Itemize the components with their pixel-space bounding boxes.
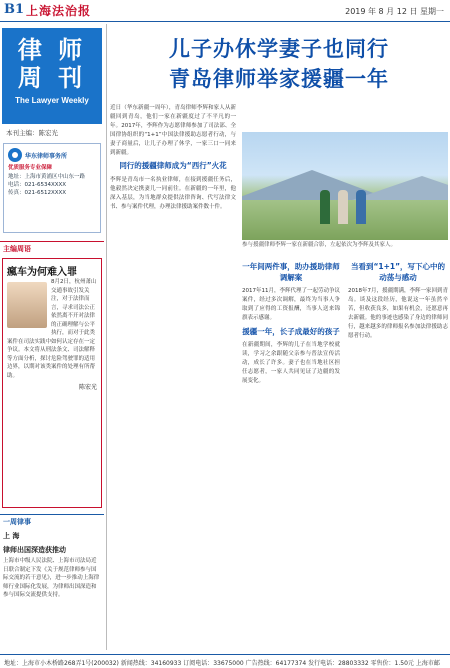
footer: 地址：上海市小木桥路268弄1号(200032) 新闻热线：34160933 订阅电话：33675000 广告热线：64177374 发行电话：28803332 零售价：1.50元 上海市邮 <box>0 654 450 668</box>
article-lead <box>110 104 236 212</box>
ad-fax: 传真：021-6512XXXX <box>8 189 67 196</box>
ad-firm-name: 华东律师事务所 <box>25 152 68 160</box>
photo-block <box>242 132 448 250</box>
body-text-2: 2017年11月，李辉代理了一起劳动争议案件，经过多次调解，最终为当事人争取到了应得的工资报酬，当事人送来锦旗表示感谢。 <box>242 288 340 321</box>
page-number: B1 <box>4 2 25 17</box>
weekly-news-head: 一周律事 <box>0 514 104 527</box>
body-text-1: 李辉是青岛市一名执业律师，在接到援疆任务后，他毅然决定携妻儿一同前往。在新疆的一年里，他深入基层，为当地群众提供法律咨询、代写法律文书、参与案件代理，办理法律援助案件数十件。 <box>110 176 236 210</box>
author-photo <box>7 282 47 328</box>
headline-line-2: 青岛律师举家援疆一年 <box>169 67 389 91</box>
article-middle <box>242 258 340 386</box>
column-title-2: 周 刊 <box>17 64 87 92</box>
headline <box>110 34 448 94</box>
column-divider <box>106 24 107 650</box>
host-tag: 主编周语 <box>0 241 104 254</box>
weekly-text: 上海市中级人民法院、上海市司法局近日联合制定下发《关于规范律师参与国际交流的若干意见》，进一步推动上海律师行业国际化发展，为律师出国深造和参与国际交流提供支持。 <box>3 558 100 599</box>
column-logo <box>2 28 102 124</box>
weekly-region: 上 海 <box>3 532 20 540</box>
subhead-2: 一年间两件事，助办援助律师调解案 <box>242 262 340 282</box>
article-right <box>348 258 448 340</box>
body-text-4: 2018年7月，援疆期满，李辉一家回到青岛。谈及这段经历，他说这一年虽然辛苦，但收获良多，如果有机会，还愿意再去新疆。他的事迹也感染了身边的律师同行，越来越多的律师报名参加法律援助志愿者行动。 <box>348 288 448 339</box>
column-editor: 本刊主编：陈宏光 <box>6 129 58 137</box>
advertisement <box>3 143 101 233</box>
ad-slogan: 优质服务专业保障 <box>8 165 53 171</box>
firm-logo-icon <box>8 148 22 162</box>
lead-text: 近日（华东新疆一周年），青岛律师李辉和家人从新疆回到青岛，他们一家在新疆度过了不平凡的一年。2017年，李辉作为志愿律师参加了司法部、全国律协组织的“1+1”中国法律援助志愿者行动，与妻子商量后，让儿子办理了休学，一家三口一同来到新疆。 <box>110 105 236 156</box>
subhead-3: 援疆一年，长子成最好的孩子 <box>242 326 340 336</box>
column-title-en: The Lawyer Weekly <box>15 96 89 105</box>
family-photo <box>242 132 448 240</box>
body-text-3: 在新疆期间，李辉的儿子在当地学校就读，学习之余跟随父亲参与普法宣传活动，成长了许多。妻子也在当地社区担任志愿者，一家人共同见证了边疆的发展变化。 <box>242 342 340 384</box>
subhead-1: 同行的援疆律师成为“西行”火花 <box>119 161 227 171</box>
commentary-box <box>2 258 102 508</box>
column-title-1: 律 师 <box>17 36 87 64</box>
ad-phone: 电话：021-6534XXXX <box>8 181 67 188</box>
subhead-4: 当看到“1+1”，写下心中的动荡与感动 <box>350 262 446 282</box>
ad-address: 地址：上海市黄浦区中山东一路 <box>8 173 86 180</box>
headline-line-1: 儿子办休学妻子也同行 <box>169 37 389 61</box>
commentary-title: 瘋车为何难入罪 <box>7 267 77 278</box>
main-article <box>110 24 448 650</box>
commentary-author: 陈宏光 <box>78 384 97 392</box>
issue-date: 2019 年 8 月 12 日 星期一 <box>345 7 444 16</box>
weekly-headline: 律师出国深造获推动 <box>3 546 66 554</box>
left-column <box>0 24 104 650</box>
commentary-text: 8月2日，杭州萧山交通事故引发关注，对于法律而言，寻求司法公正依然离不开对法律的正确理解与公平执行，而对于此类案件在司法实践中如何认定存在一定争议。本文将从刑法条文、司法解释等方面分析，探讨危险驾驶罪的适用边界，以期对该类案件的处理有所帮助。 <box>7 279 97 379</box>
photo-caption: 参与援疆律师李辉一家在新疆合影，左起依次为李辉及其家人。 <box>242 242 397 248</box>
paper-name: 上海法治报 <box>26 4 92 18</box>
masthead <box>0 0 450 22</box>
